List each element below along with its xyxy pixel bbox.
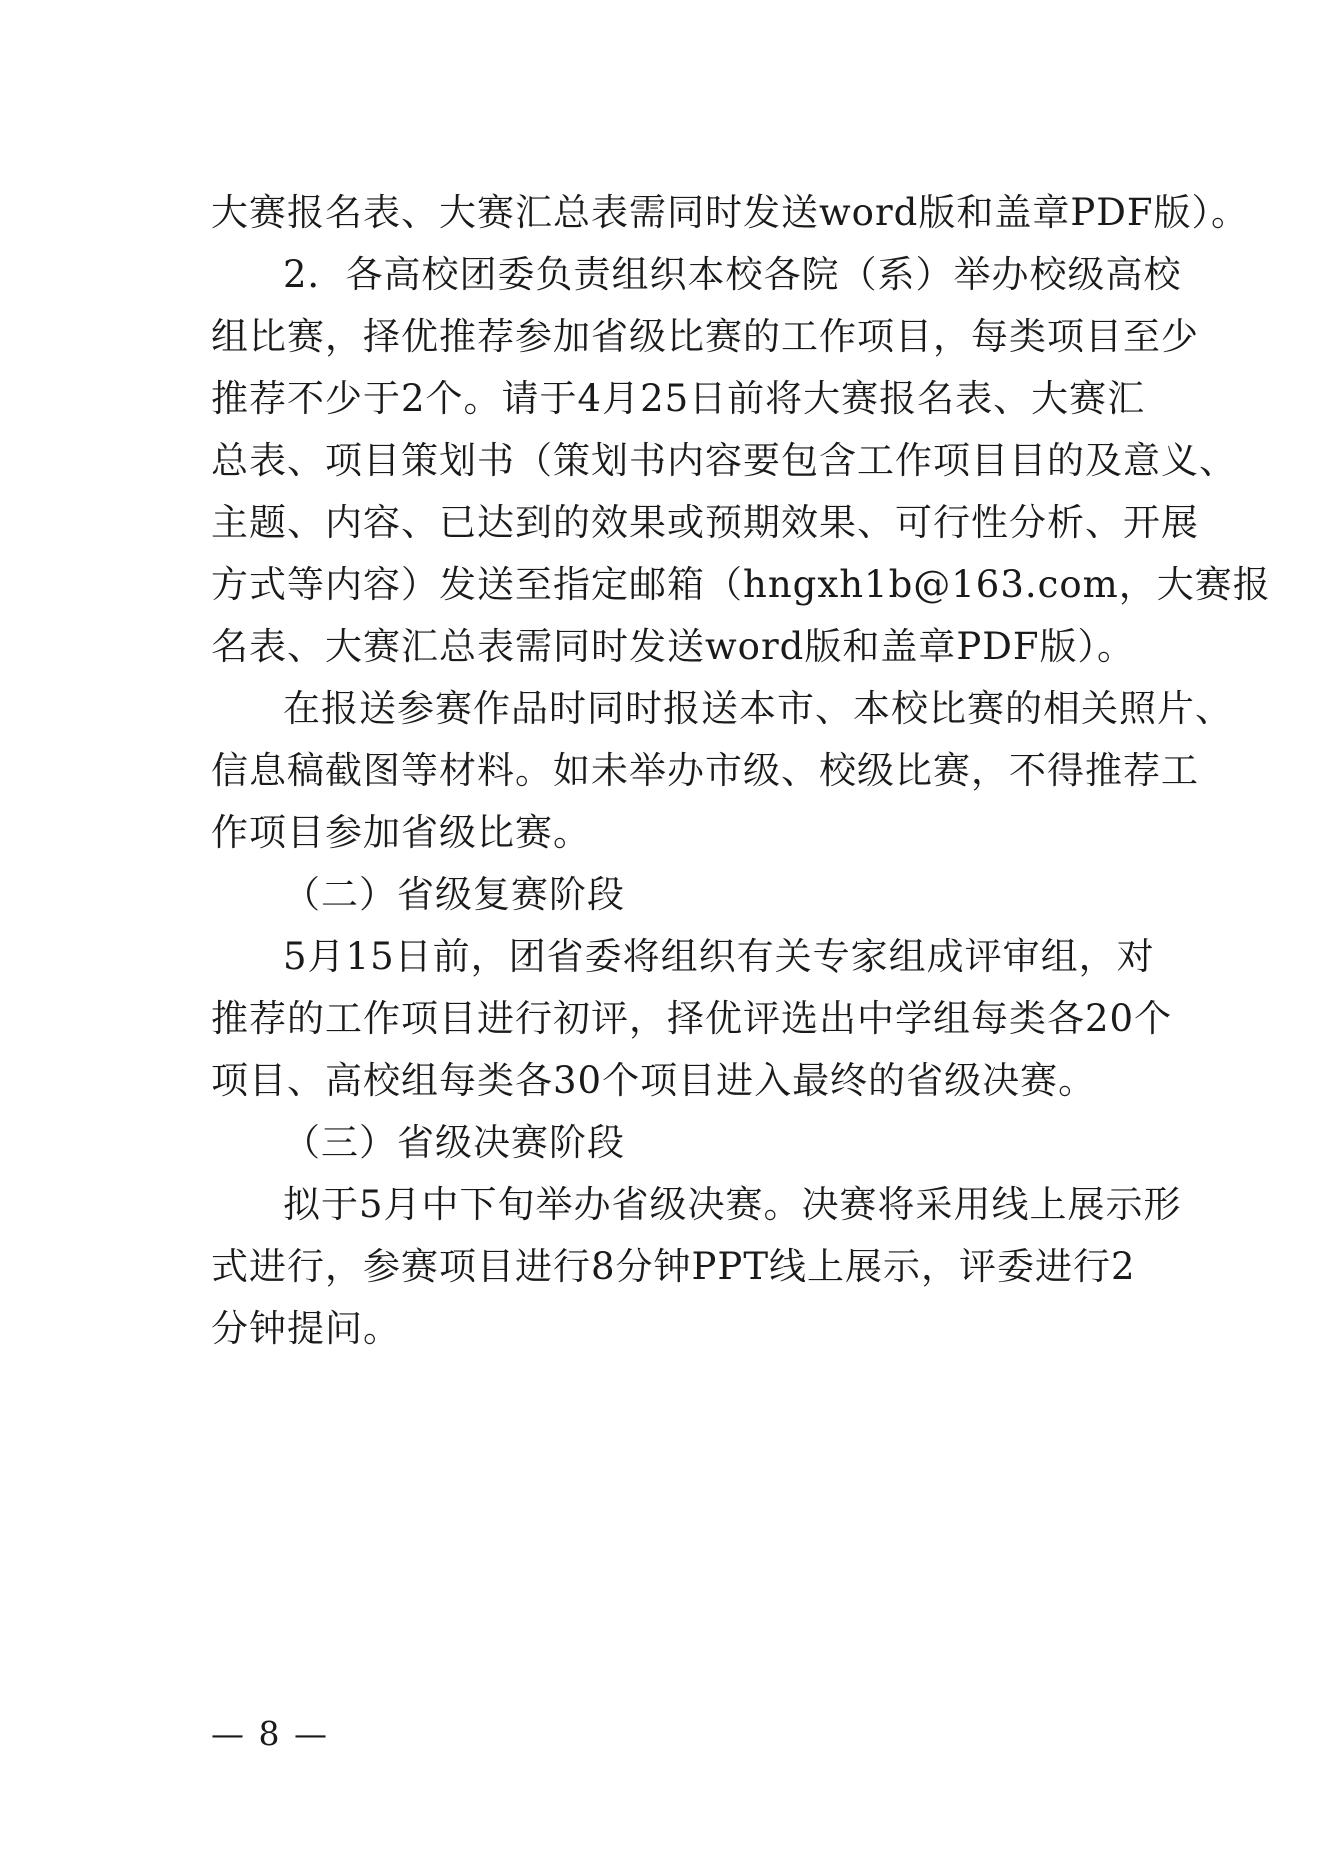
text-line-7: 方式等内容）发送至指定邮箱（hngxh1b@163.com，大赛报 <box>211 563 1271 606</box>
text-line-1: 大赛报名表、大赛汇总表需同时发送word版和盖章PDF版）。 <box>211 191 1250 234</box>
page-number: — 8 — <box>211 1714 329 1753</box>
text-line-15: 项目、高校组每类各30个项目进入最终的省级决赛。 <box>211 1059 1097 1102</box>
text-line-3: 组比赛，择优推荐参加省级比赛的工作项目，每类项目至少 <box>211 315 1199 358</box>
text-line-9: 在报送参赛作品时同时报送本市、本校比赛的相关照片、 <box>283 687 1233 730</box>
text-line-6: 主题、内容、已达到的效果或预期效果、可行性分析、开展 <box>211 501 1199 544</box>
text-line-11: 作项目参加省级比赛。 <box>211 811 591 854</box>
text-line-14: 推荐的工作项目进行初评，择优评选出中学组每类各20个 <box>211 997 1173 1040</box>
text-line-13: 5月15日前，团省委将组织有关专家组成评审组，对 <box>283 935 1155 978</box>
text-line-4: 推荐不少于2个。请于4月25日前将大赛报名表、大赛汇 <box>211 377 1146 420</box>
section-heading-3: （三）省级决赛阶段 <box>283 1121 625 1164</box>
text-line-17: 拟于5月中下旬举办省级决赛。决赛将采用线上展示形 <box>283 1183 1182 1226</box>
text-line-2: 2．各高校团委负责组织本校各院（系）举办校级高校 <box>283 253 1182 296</box>
text-line-5: 总表、项目策划书（策划书内容要包含工作项目目的及意义、 <box>211 439 1237 482</box>
text-line-18: 式进行，参赛项目进行8分钟PPT线上展示，评委进行2 <box>211 1245 1136 1288</box>
text-line-19: 分钟提问。 <box>211 1307 401 1350</box>
text-line-10: 信息稿截图等材料。如未举办市级、校级比赛，不得推荐工 <box>211 749 1199 792</box>
section-heading-2: （二）省级复赛阶段 <box>283 873 625 916</box>
text-line-8: 名表、大赛汇总表需同时发送word版和盖章PDF版）。 <box>211 625 1136 668</box>
